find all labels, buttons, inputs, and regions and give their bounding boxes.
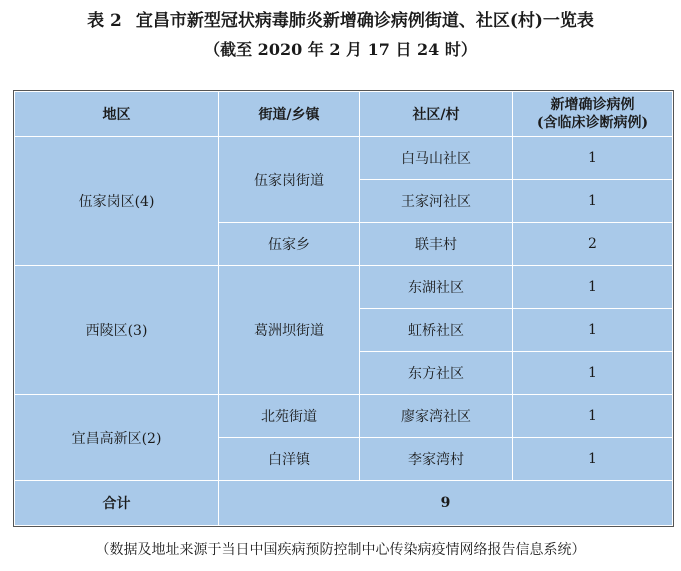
community-cell: 联丰村 (360, 223, 513, 266)
table-title (0, 8, 681, 34)
total-label: 合计 (15, 481, 219, 526)
community-cell: 东湖社区 (360, 266, 513, 309)
cases-cell: 2 (513, 223, 673, 266)
cases-cell: 1 (513, 395, 673, 438)
table-row (15, 137, 673, 180)
table-number: 表 2 (87, 11, 122, 31)
header-cases-line1: 新增确诊病例 (550, 97, 635, 113)
cases-cell: 1 (513, 352, 673, 395)
community-cell: 东方社区 (360, 352, 513, 395)
community-cell: 王家河社区 (360, 180, 513, 223)
district-cell: 西陵区(3) (15, 266, 219, 395)
street-cell: 葛洲坝街道 (219, 266, 360, 395)
cases-cell: 1 (513, 309, 673, 352)
street-cell: 伍家乡 (219, 223, 360, 266)
header-row (15, 92, 673, 137)
cases-cell: 1 (513, 438, 673, 481)
header-district: 地区 (15, 92, 219, 137)
community-cell: 虹桥社区 (360, 309, 513, 352)
cases-table (14, 91, 673, 526)
street-cell: 北苑街道 (219, 395, 360, 438)
community-cell: 白马山社区 (360, 137, 513, 180)
header-cases (513, 92, 673, 137)
table-row (15, 266, 673, 309)
street-cell: 伍家岗街道 (219, 137, 360, 223)
table-title-text: 宜昌市新型冠状病毒肺炎新增确诊病例街道、社区(村)一览表 (135, 11, 594, 31)
street-cell: 白洋镇 (219, 438, 360, 481)
community-cell: 廖家湾社区 (360, 395, 513, 438)
table-subtitle: （截至 2020 年 2 月 17 日 24 时） (204, 40, 477, 59)
total-row (15, 481, 673, 526)
cases-cell: 1 (513, 266, 673, 309)
cases-cell: 1 (513, 180, 673, 223)
community-cell: 李家湾村 (360, 438, 513, 481)
source-footnote: （数据及地址来源于当日中国疾病预防控制中心传染病疫情网络报告信息系统） (95, 542, 586, 558)
header-cases-line2: (含临床诊断病例) (536, 115, 649, 131)
cases-cell: 1 (513, 137, 673, 180)
table-row (15, 395, 673, 438)
total-value: 9 (219, 481, 673, 526)
header-community: 社区/村 (360, 92, 513, 137)
header-street: 街道/乡镇 (219, 92, 360, 137)
district-cell: 宜昌高新区(2) (15, 395, 219, 481)
district-cell: 伍家岗区(4) (15, 137, 219, 266)
